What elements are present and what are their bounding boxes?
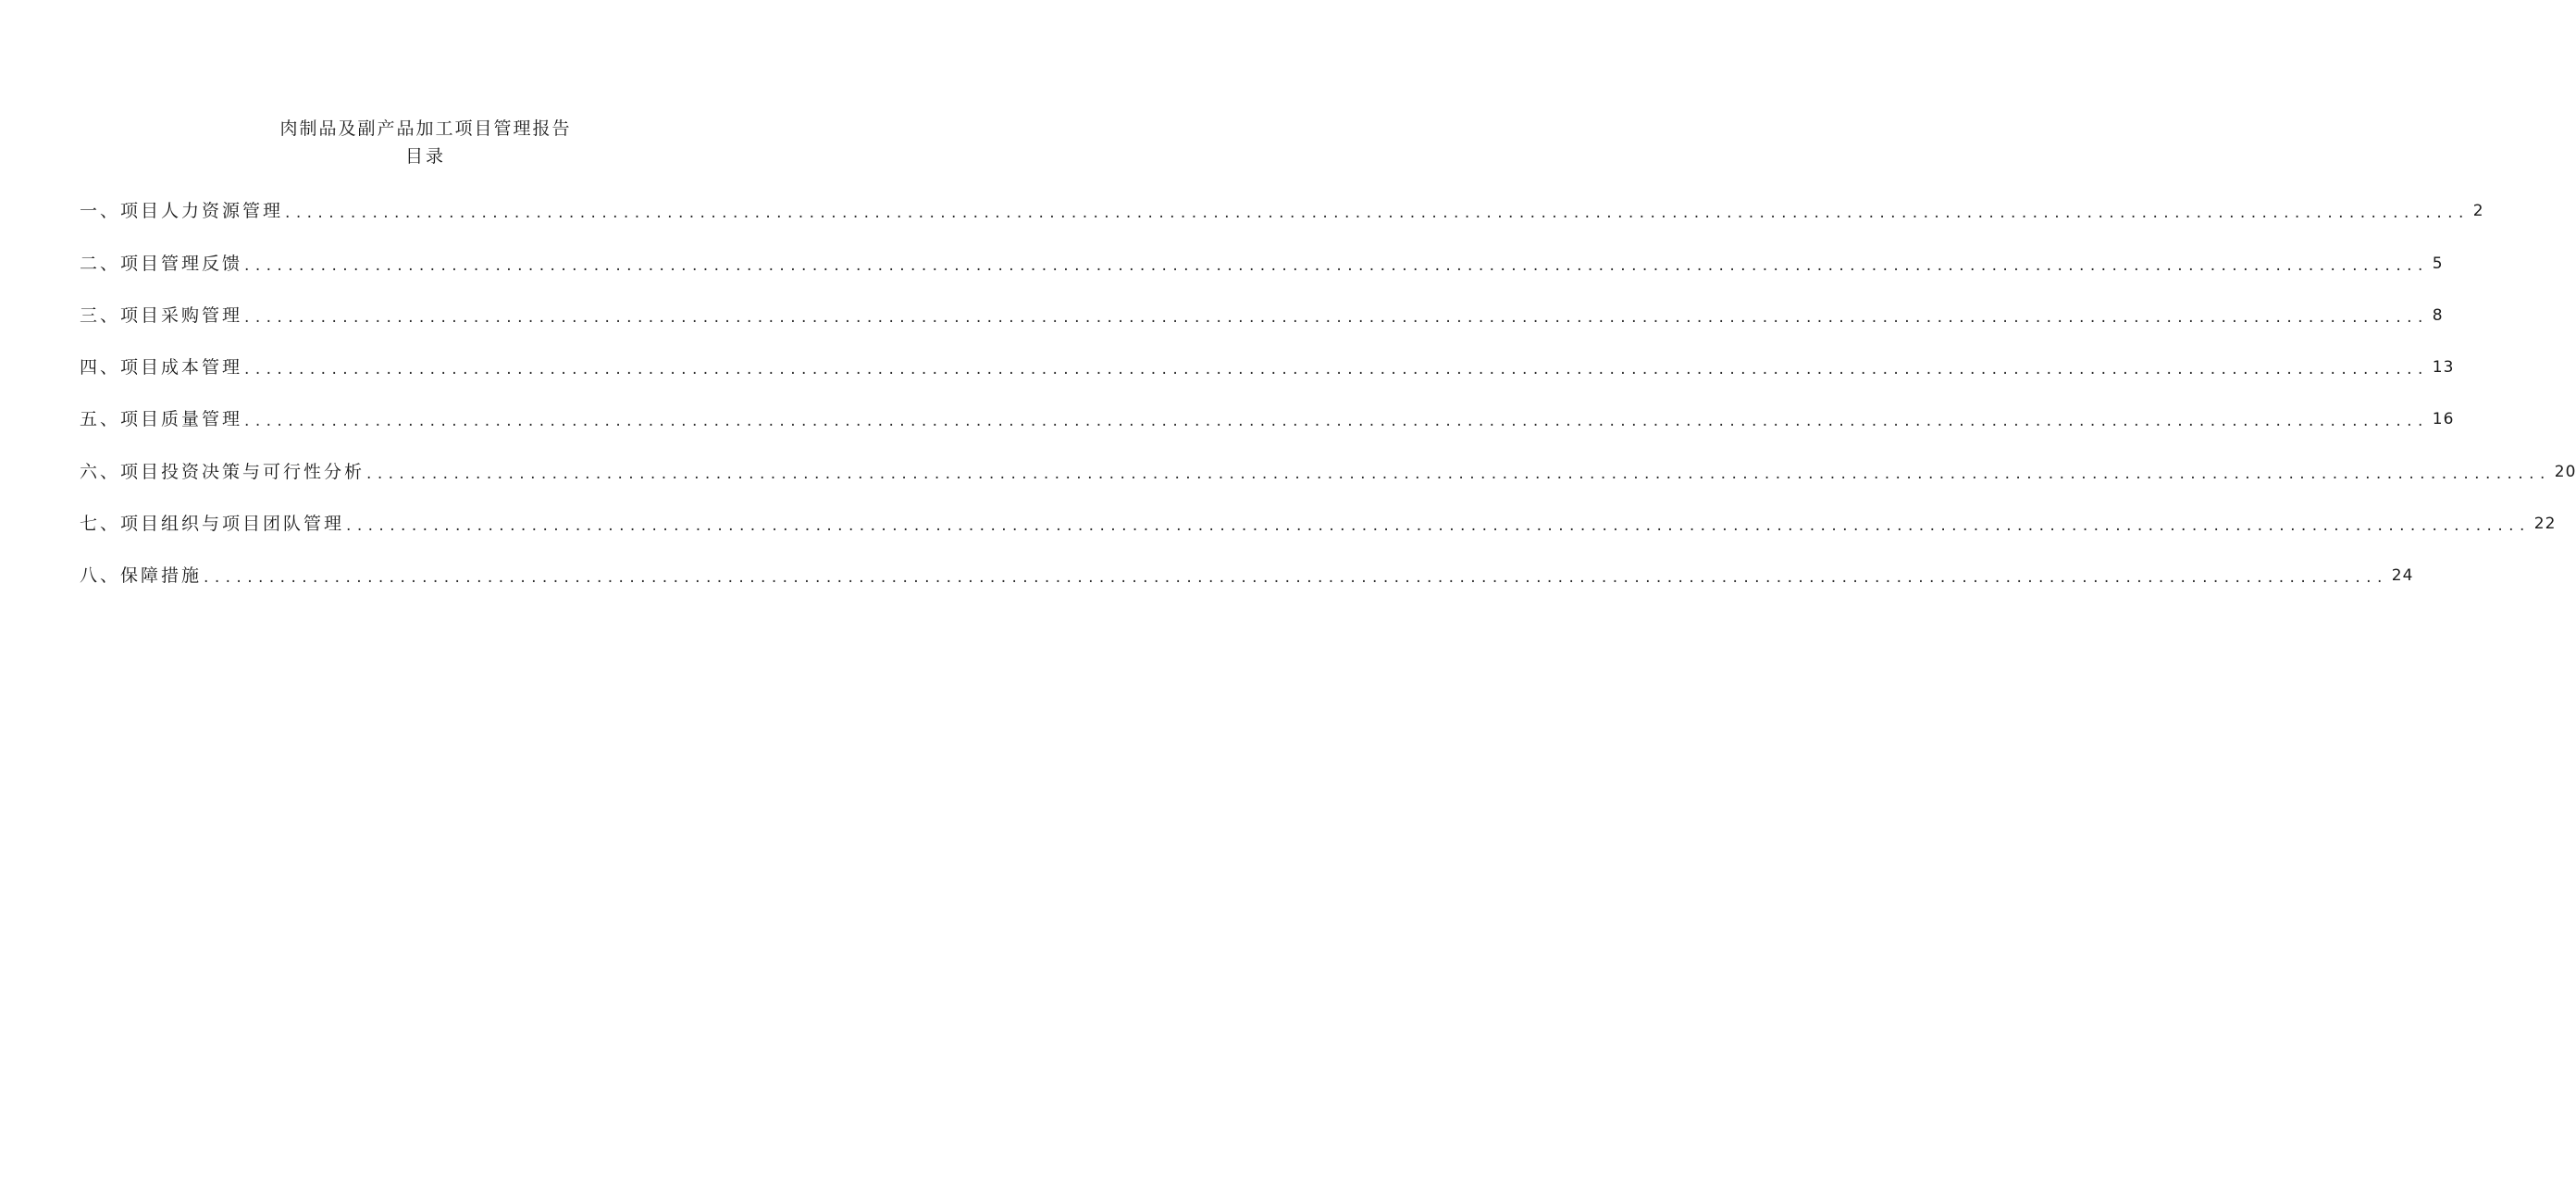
toc-dot-leader: ........................................................................................................................................................................................................	[204, 568, 2388, 588]
toc-entry[interactable]	[80, 300, 2444, 352]
toc-entry-label: 七、项目组织与项目团队管理	[80, 514, 345, 535]
toc-heading: 目录	[404, 146, 446, 167]
toc-page-number: 16	[2432, 410, 2455, 429]
toc-dot-leader: ........................................................................................................................................................................................................	[285, 204, 2470, 223]
document-title: 肉制品及副产品加工项目管理报告	[279, 118, 572, 139]
toc-entry-label: 五、项目质量管理	[80, 409, 243, 430]
toc-entry[interactable]	[80, 403, 2455, 455]
toc-page-number: 8	[2432, 305, 2444, 325]
toc-dot-leader: ........................................................................................................................................................................................................	[244, 307, 2429, 327]
toc-entry-label: 六、项目投资决策与可行性分析	[80, 461, 365, 482]
toc-entry-label: 二、项目管理反馈	[80, 253, 243, 274]
toc-entry[interactable]	[80, 455, 2576, 507]
toc-page-number: 24	[2391, 566, 2414, 586]
toc-dot-leader: ........................................................................................................................................................................................................	[244, 412, 2429, 431]
toc-entry-label: 一、项目人力资源管理	[80, 201, 284, 222]
toc-page-number: 13	[2432, 358, 2455, 378]
toc-entry[interactable]	[80, 195, 2484, 247]
toc-dot-leader: ........................................................................................................................................................................................................	[346, 516, 2531, 536]
toc-entry[interactable]	[80, 508, 2557, 560]
toc-entry-label: 三、项目采购管理	[80, 304, 243, 326]
table-of-contents	[80, 195, 2576, 612]
toc-dot-leader: ........................................................................................................................................................................................................	[244, 360, 2429, 379]
toc-dot-leader: ........................................................................................................................................................................................................	[366, 464, 2551, 483]
toc-entry[interactable]	[80, 352, 2455, 403]
toc-page-number: 22	[2533, 515, 2557, 534]
toc-page-number: 5	[2432, 254, 2444, 273]
toc-page-number: 2	[2472, 202, 2484, 221]
toc-entry[interactable]	[80, 560, 2414, 612]
toc-entry-label: 八、保障措施	[80, 565, 203, 587]
toc-page-number: 20	[2554, 462, 2576, 481]
toc-entry-label: 四、项目成本管理	[80, 357, 243, 379]
toc-dot-leader: ........................................................................................................................................................................................................	[244, 255, 2429, 275]
toc-entry[interactable]	[80, 247, 2444, 299]
